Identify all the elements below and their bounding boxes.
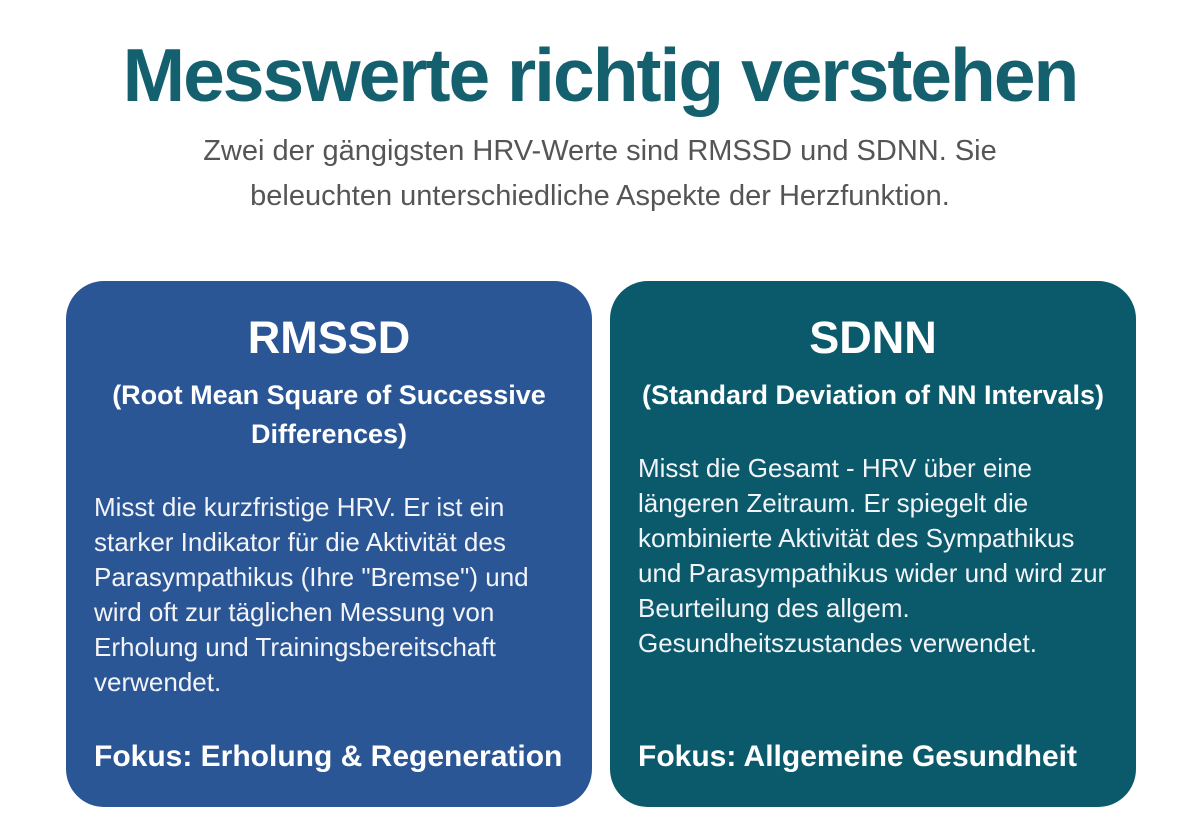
card-rmssd-focus: Fokus: Erholung & Regeneration bbox=[94, 739, 563, 773]
cards-row bbox=[66, 281, 1136, 807]
card-rmssd-subtitle: (Root Mean Square of Successive Differences) bbox=[112, 379, 546, 449]
card-sdnn-focus: Fokus: Allgemeine Gesundheit bbox=[638, 739, 1077, 773]
hrv-infographic bbox=[0, 33, 1200, 773]
card-rmssd-body: Misst die kurzfristige HRV. Er ist ein starker Indikator für die Aktivität des Parasympathikus (Ihre "Bremse") und wird oft zur täglichen Messung von Erholung und Trainingsbereitschaft verwendet. bbox=[94, 491, 529, 698]
card-rmssd-title: RMSSD bbox=[247, 312, 411, 363]
page-title: Messwerte richtig verstehen bbox=[122, 33, 1078, 117]
card-sdnn bbox=[610, 281, 1136, 807]
card-sdnn-title: SDNN bbox=[809, 312, 937, 363]
card-rmssd bbox=[66, 281, 592, 807]
card-sdnn-subtitle: (Standard Deviation of NN Intervals) bbox=[641, 379, 1105, 410]
page-subtitle: Zwei der gängigsten HRV-Werte sind RMSSD und SDNN. Sie beleuchten unterschiedliche Aspekte der Herzfunktion. bbox=[203, 134, 997, 212]
card-sdnn-body: Misst die Gesamt - HRV über eine längeren Zeitraum. Er spiegelt die kombinierte Aktivität des Sympathikus und Parasympathikus wider und wird zur Beurteilung des allgem. Gesundheitszustandes verwendet. bbox=[638, 452, 1107, 659]
